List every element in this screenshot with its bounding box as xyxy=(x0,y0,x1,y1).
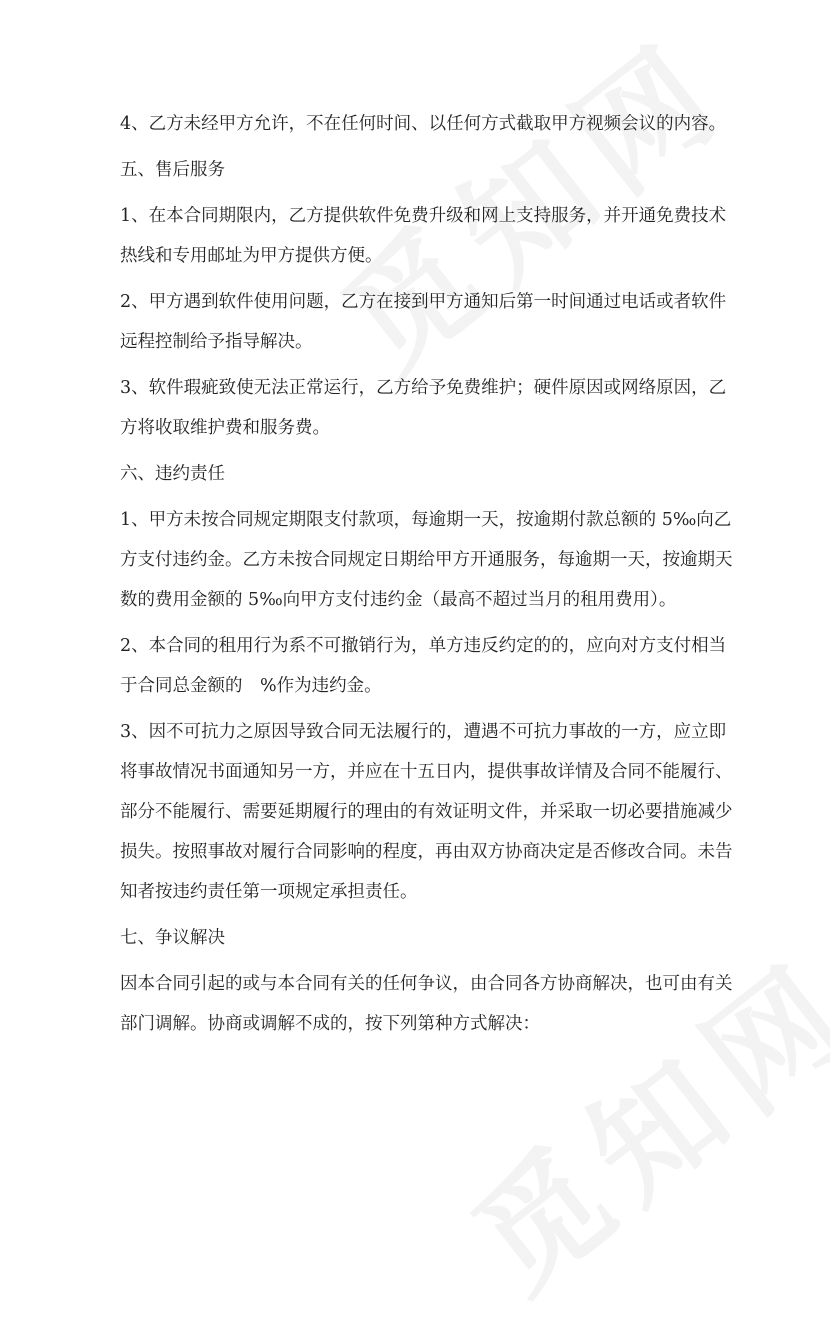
paragraph-line: 方支付违约金。乙方未按合同规定日期给甲方开通服务，每逾期一天，按逾期天 xyxy=(120,550,733,570)
paragraph-line: 2、本合同的租用行为系不可撤销行为，单方违反约定的的，应向对方支付相当 xyxy=(120,636,727,656)
paragraph-line: 远程控制给予指导解决。 xyxy=(120,332,313,352)
paragraph-line: 方将收取维护费和服务费。 xyxy=(120,418,330,438)
section-heading-dispute: 七、争议解决 xyxy=(120,928,225,948)
section-heading-after-sales: 五、售后服务 xyxy=(120,160,225,180)
paragraph-line: 将事故情况书面通知另一方，并应在十五日内，提供事故详情及合同不能履行、 xyxy=(120,762,733,782)
paragraph-line: 损失。按照事故对履行合同影响的程度，再由双方协商决定是否修改合同。未告 xyxy=(120,842,733,862)
paragraph-line: 2、甲方遇到软件使用问题，乙方在接到甲方通知后第一时间通过电话或者软件 xyxy=(120,292,727,312)
clause-4-line: 4、乙方未经甲方允许，不在任何时间、以任何方式截取甲方视频会议的内容。 xyxy=(120,114,727,134)
document-page xyxy=(120,104,733,1044)
paragraph-line: 部门调解。协商或调解不成的，按下列第种方式解决： xyxy=(120,1014,540,1034)
paragraph-line: 3、软件瑕疵致使无法正常运行，乙方给予免费维护；硬件原因或网络原因，乙 xyxy=(120,378,727,398)
paragraph-line: 1、甲方未按合同规定期限支付款项，每逾期一天，按逾期付款总额的 5‰向乙 xyxy=(120,510,732,530)
paragraph-line: 3、因不可抗力之原因导致合同无法履行的，遭遇不可抗力事故的一方，应立即 xyxy=(120,722,727,742)
paragraph-line: 1、在本合同期限内，乙方提供软件免费升级和网上支持服务，并开通免费技术 xyxy=(120,206,727,226)
paragraph-line: 知者按违约责任第一项规定承担责任。 xyxy=(120,882,418,902)
section-heading-breach: 六、违约责任 xyxy=(120,464,225,484)
paragraph-line: 部分不能履行、需要延期履行的理由的有效证明文件，并采取一切必要措施减少 xyxy=(120,802,733,822)
paragraph-line: 数的费用金额的 5‰向甲方支付违约金（最高不超过当月的租用费用）。 xyxy=(120,590,677,610)
paragraph-line: 于合同总金额的 %作为违约金。 xyxy=(120,676,382,696)
paragraph-line: 因本合同引起的或与本合同有关的任何争议，由合同各方协商解决，也可由有关 xyxy=(120,974,733,994)
paragraph-line: 热线和专用邮址为甲方提供方便。 xyxy=(120,246,383,266)
